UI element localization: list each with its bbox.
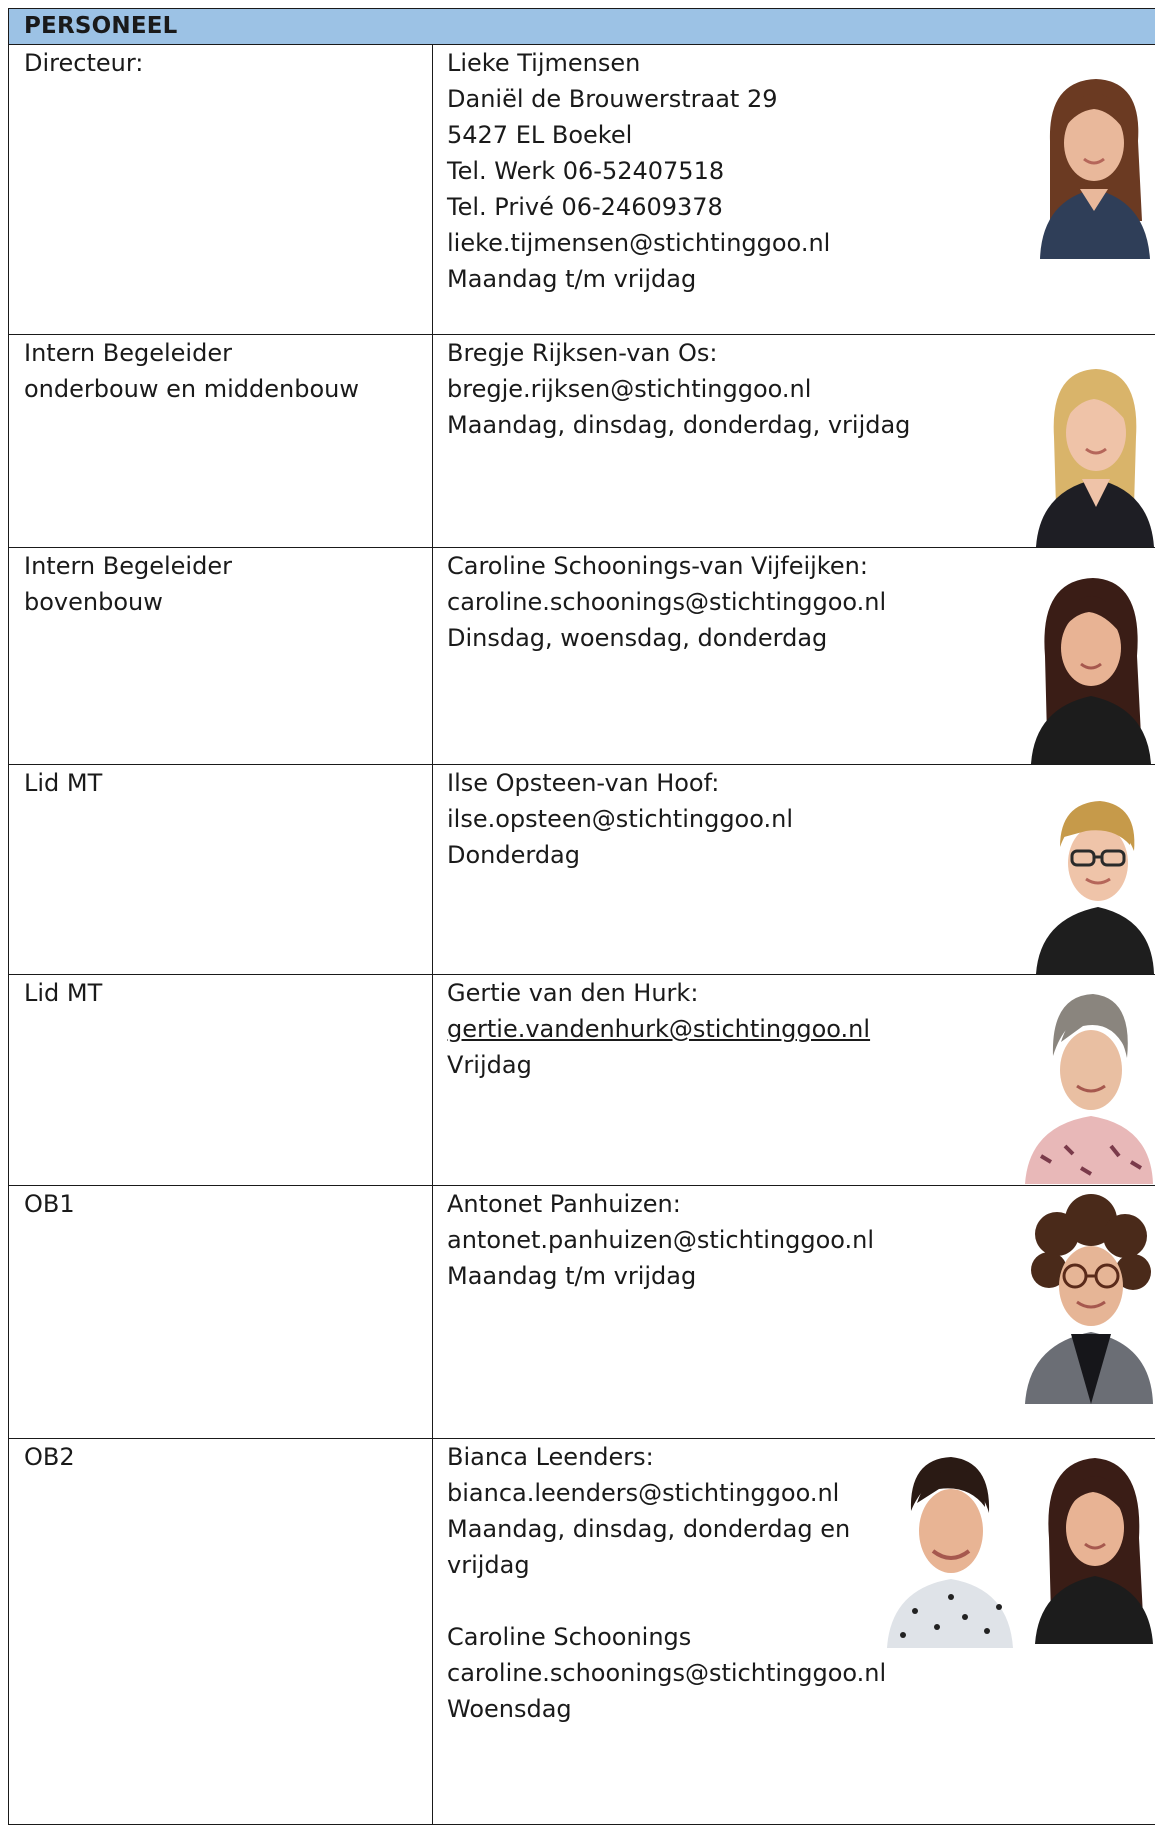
- table-row: [9, 335, 1155, 548]
- role-label: Lid MT: [24, 769, 103, 797]
- role-cell: [9, 765, 433, 975]
- staff-email[interactable]: bianca.leenders@stichtinggoo.nl: [447, 1479, 840, 1507]
- contact-cell: [433, 335, 1155, 548]
- staff-photo: [1031, 1448, 1155, 1644]
- staff-photo: [1023, 566, 1155, 764]
- work-days: Donderdag: [447, 841, 580, 869]
- contact-cell: [433, 45, 1155, 335]
- role-label: OB1: [24, 1190, 75, 1218]
- staff-photo: [1021, 1194, 1155, 1404]
- street-address: Daniël de Brouwerstraat 29: [447, 85, 778, 113]
- role-cell: [9, 975, 433, 1186]
- work-days: Vrijdag: [447, 1051, 532, 1079]
- table-row: [9, 1186, 1155, 1439]
- table-row: [9, 1439, 1155, 1825]
- role-cell: [9, 335, 433, 548]
- table-title: PERSONEEL: [9, 9, 1155, 45]
- work-days: Woensdag: [447, 1695, 572, 1723]
- role-cell: [9, 45, 433, 335]
- role-cell: [9, 1439, 433, 1825]
- role-label: onderbouw en middenbouw: [24, 375, 360, 403]
- role-cell: [9, 1186, 433, 1439]
- staff-email[interactable]: caroline.schoonings@stichtinggoo.nl: [447, 588, 887, 616]
- staff-name: Bianca Leenders:: [447, 1443, 654, 1471]
- contact-cell: [433, 1186, 1155, 1439]
- contact-cell: [433, 1439, 1155, 1825]
- staff-email[interactable]: ilse.opsteen@stichtinggoo.nl: [447, 805, 794, 833]
- postal-address: 5427 EL Boekel: [447, 121, 633, 149]
- role-label: bovenbouw: [24, 588, 163, 616]
- phone-work: Tel. Werk 06-52407518: [447, 157, 725, 185]
- contact-cell: [433, 548, 1155, 765]
- table-row: [9, 548, 1155, 765]
- staff-email[interactable]: caroline.schoonings@stichtinggoo.nl: [447, 1659, 887, 1687]
- staff-photo: [1030, 71, 1155, 259]
- table-row: [9, 765, 1155, 975]
- staff-name: Ilse Opsteen-van Hoof:: [447, 769, 720, 797]
- staff-photo: [1030, 357, 1155, 547]
- role-label: Lid MT: [24, 979, 103, 1007]
- role-cell: [9, 548, 433, 765]
- role-label: Intern Begeleider: [24, 339, 232, 367]
- contact-cell: [433, 765, 1155, 975]
- staff-name: Caroline Schoonings: [447, 1623, 692, 1651]
- table-row: [9, 975, 1155, 1186]
- work-days: Maandag t/m vrijdag: [447, 1262, 697, 1290]
- staff-email[interactable]: lieke.tijmensen@stichtinggoo.nl: [447, 229, 831, 257]
- staff-photo: [1030, 787, 1155, 974]
- staff-name: Lieke Tijmensen: [447, 49, 641, 77]
- work-days: Maandag t/m vrijdag: [447, 265, 697, 293]
- role-label: OB2: [24, 1443, 75, 1471]
- personnel-table: [8, 8, 1155, 1825]
- staff-name: Bregje Rijksen-van Os:: [447, 339, 718, 367]
- work-days: Maandag, dinsdag, donderdag, vrijdag: [447, 411, 911, 439]
- work-days: vrijdag: [447, 1551, 530, 1579]
- staff-photo: [881, 1451, 1019, 1648]
- work-days: Maandag, dinsdag, donderdag en: [447, 1515, 851, 1543]
- staff-email[interactable]: bregje.rijksen@stichtinggoo.nl: [447, 375, 812, 403]
- staff-email[interactable]: antonet.panhuizen@stichtinggoo.nl: [447, 1226, 875, 1254]
- role-label: Directeur:: [24, 49, 144, 77]
- table-row: [9, 45, 1155, 335]
- staff-name: Caroline Schoonings-van Vijfeijken:: [447, 552, 868, 580]
- contact-cell: [433, 975, 1155, 1186]
- staff-email-link[interactable]: gertie.vandenhurk@stichtinggoo.nl: [447, 1015, 871, 1043]
- role-label: Intern Begeleider: [24, 552, 232, 580]
- table-header-row: [9, 9, 1155, 45]
- staff-photo: [1021, 986, 1155, 1184]
- work-days: Dinsdag, woensdag, donderdag: [447, 624, 828, 652]
- staff-name: Antonet Panhuizen:: [447, 1190, 681, 1218]
- staff-name: Gertie van den Hurk:: [447, 979, 699, 1007]
- phone-private: Tel. Privé 06-24609378: [447, 193, 723, 221]
